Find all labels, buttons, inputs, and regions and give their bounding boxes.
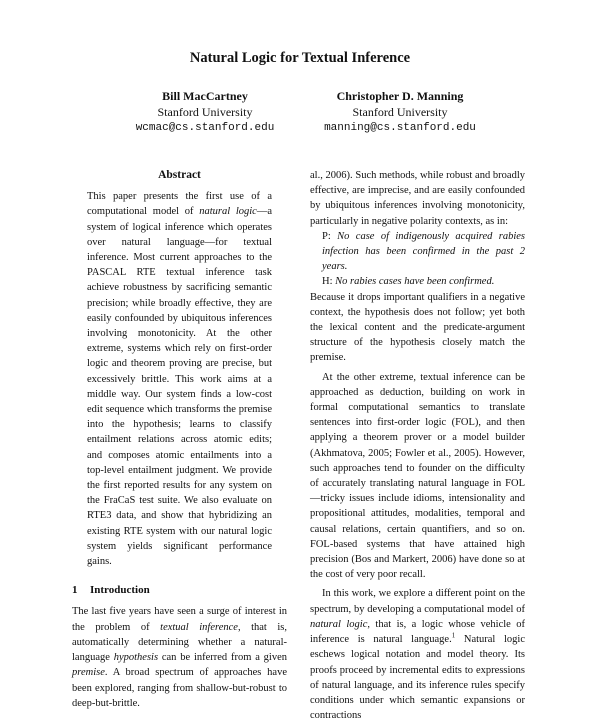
author-email: wcmac@cs.stanford.edu: [135, 122, 275, 134]
author-name: Christopher D. Manning: [336, 89, 464, 103]
footnote-marker: 1: [451, 631, 456, 640]
body-paragraph: Because it drops important qualifiers in a negative context, the hypothesis does not follow; yet both the lexical content and the predicate-argument structure of the hypothesis closely match the premise.: [310, 291, 525, 364]
abstract-text: This paper presents the first use of a computational model of natural logic—a system of logical inference which operates over natural language—for textual inference. Most current approaches to the PASCAL RTE textual inference task achieve robustness by sacrificing semantic precision; while broadly effective, they are easily confounded by ubiquitous inferences involving monotonicity. At the other extreme, systems which rely on first-order logic and theorem proving are precise, but excessively brittle. This work aims at a middle way. Our system finds a low-cost edit sequence which transforms the premise into the hypothesis; learns to classify entailment relations across atomic edits; and composes atomic entailments into a top-level entailment judgment. We provide the first reported results for any system on the FraCaS test suite. We also evaluate on RTE3 data, and show that hybridizing an existing RTE system with our natural logic system yields significant performance gains.: [87, 191, 273, 568]
author-block: [105, 88, 305, 136]
body-paragraph: At the other extreme, textual inference can be approached as deduction, building on work in formal computational semantics to translate sentences into first-order logic (FOL), and then applying a theorem prover or a model builder (Akhmatova, 2005; Fowler et al., 2005). However, such approaches tend to founder on the difficulty of accurately translating natural language in FOL—tricky issues include idioms, intensionality and propositional attitudes, modalities, temporal and causal relations, certain quantifiers, and so on. FOL-based systems that have attained high precision (Bos and Markert, 2006) have done so at the cost of very poor recall.: [310, 371, 525, 581]
abstract-heading: Abstract: [158, 169, 201, 181]
paper-title: Natural Logic for Textual Inference: [189, 50, 411, 66]
body-paragraph: al., 2006). Such methods, while robust and broadly effective, are imprecise, and are easily confounded by ubiquitous inferences involving monotonicity, particularly in negative polarity contexts, as in:: [310, 170, 525, 227]
body-paragraph: In this work, we explore a different point on the spectrum, by developing a computational model of natural logic, that is, a logic whose vehicle of inference is natural language.$^1$ Natural logic eschews logical notation and model theory. Its proofs proceed by incremental edits to expressions of natural language, and its inference rules specify conditions under which semantic expansions or contractions: [310, 588, 525, 722]
author-block: [300, 88, 500, 136]
right-column: [310, 168, 525, 723]
intro-paragraph: The last five years have seen a surge of interest in the problem of textual inference, that is, automatically determining whether a natural-language hypothesis can be inferred from a given premise. A broad spectrum of approaches have been explored, ranging from shallow-but-robust to deep-but-brittle.: [72, 606, 288, 709]
author-name: Bill MacCartney: [162, 89, 248, 103]
author-affiliation: Stanford University: [157, 105, 253, 119]
left-column: [72, 168, 287, 711]
author-email: manning@cs.stanford.edu: [324, 122, 476, 134]
section-heading: 1 Introduction: [72, 584, 150, 597]
example-premise: P: No case of indigenously acquired rabies infection has been confirmed in the past 2 years.: [322, 230, 526, 273]
example-hypothesis: H: No rabies cases have been confirmed.: [322, 276, 495, 288]
author-affiliation: Stanford University: [352, 105, 448, 119]
